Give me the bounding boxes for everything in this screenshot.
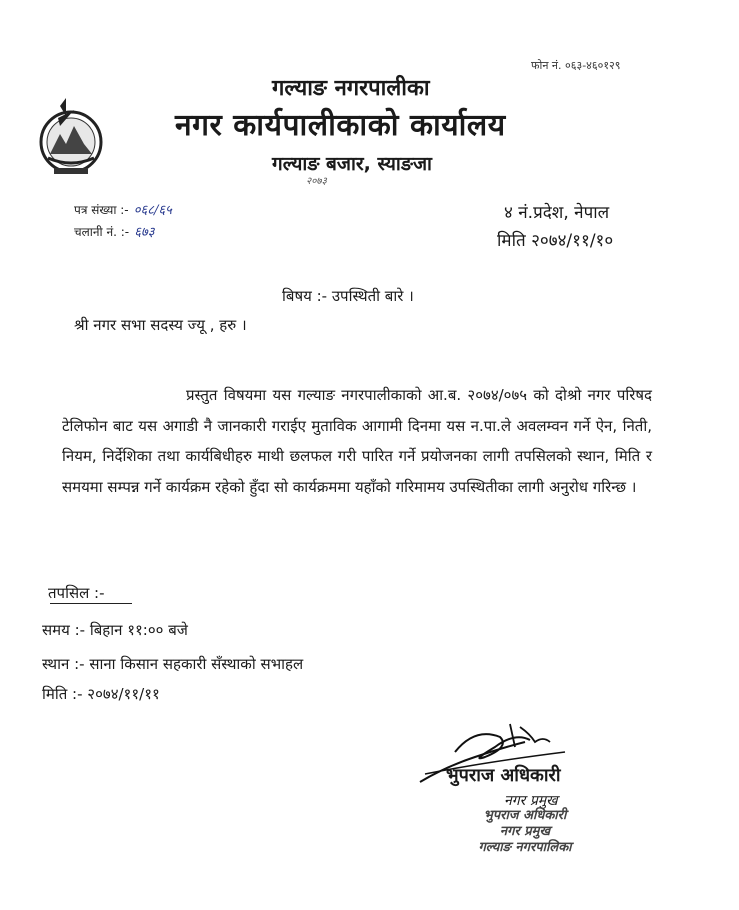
details-heading-underline: [50, 603, 132, 604]
detail-place: स्थान :- साना किसान सहकारी सँस्थाको सभाहल: [42, 655, 304, 673]
patra-value: ०६८/६५: [133, 203, 172, 218]
patra-sankhya: [74, 199, 172, 218]
nepal-emblem-icon: [36, 98, 106, 180]
chalani-value: ६७३: [134, 225, 155, 240]
details-heading: तपसिल :-: [48, 584, 105, 602]
signatory-title: नगर प्रमुख: [504, 793, 558, 809]
detail-date: मिति :- २०७४/११/११: [42, 685, 160, 703]
signatory-name: भुपराज अधिकारी: [446, 765, 561, 786]
chalani-label: चलानी नं. :-: [74, 225, 130, 239]
official-stamp: [440, 808, 610, 856]
patra-label: पत्र संख्या :-: [74, 203, 129, 217]
established-year: २०७३: [306, 176, 327, 187]
detail-time: समय :- बिहान ११:०० बजे: [42, 621, 188, 639]
letter-body: [62, 380, 652, 502]
province: ४ नं.प्रदेश, नेपाल: [504, 203, 610, 223]
letter-subject: बिषय :- उपस्थिती बारे ।: [282, 287, 414, 305]
stamp-line-1: भुपराज अधिकारी: [483, 808, 567, 823]
salutation: श्री नगर सभा सदस्य ज्यू , हरु ।: [74, 316, 247, 334]
letter-date: मिति २०७४/११/१०: [497, 231, 614, 251]
office-address: गल्याङ बजार, स्याङजा: [272, 153, 432, 175]
letter-body-text: प्रस्तुत विषयमा यस गल्याङ नगरपालीकाको आ.ब. २०७४/०७५ को दोश्रो नगर परिषद टेलिफोन बाट यस अगाडी नै जानकारी गराईए मुताविक आगामी दिनमा यस न.पा.ले अवलम्वन गर्ने ऐन, निती, नियम, निर्देशिका तथा कार्यबिधीहरु माथी छलफल गरी पारित गर्ने प्रयोजनका लागी तपसिलको स्थान, मिति र समयमा सम्पन्न गर्ने कार्यक्रम रहेको हुँदा सो कार्यक्रममा यहाँको गरिमामय उपस्थितीका लागी अनुरोध गरिन्छ ।: [62, 386, 652, 496]
office-title: नगर कार्यपालीकाको कार्यालय: [175, 108, 506, 143]
phone-number: फोन नं. ०६३-४६०१२९: [531, 59, 621, 72]
municipality-name: गल्याङ नगरपालीका: [272, 76, 430, 101]
stamp-line-2: नगर प्रमुख: [499, 824, 551, 839]
stamp-line-3: गल्याङ नगरपालिका: [478, 840, 572, 855]
chalani-number: [74, 221, 154, 240]
